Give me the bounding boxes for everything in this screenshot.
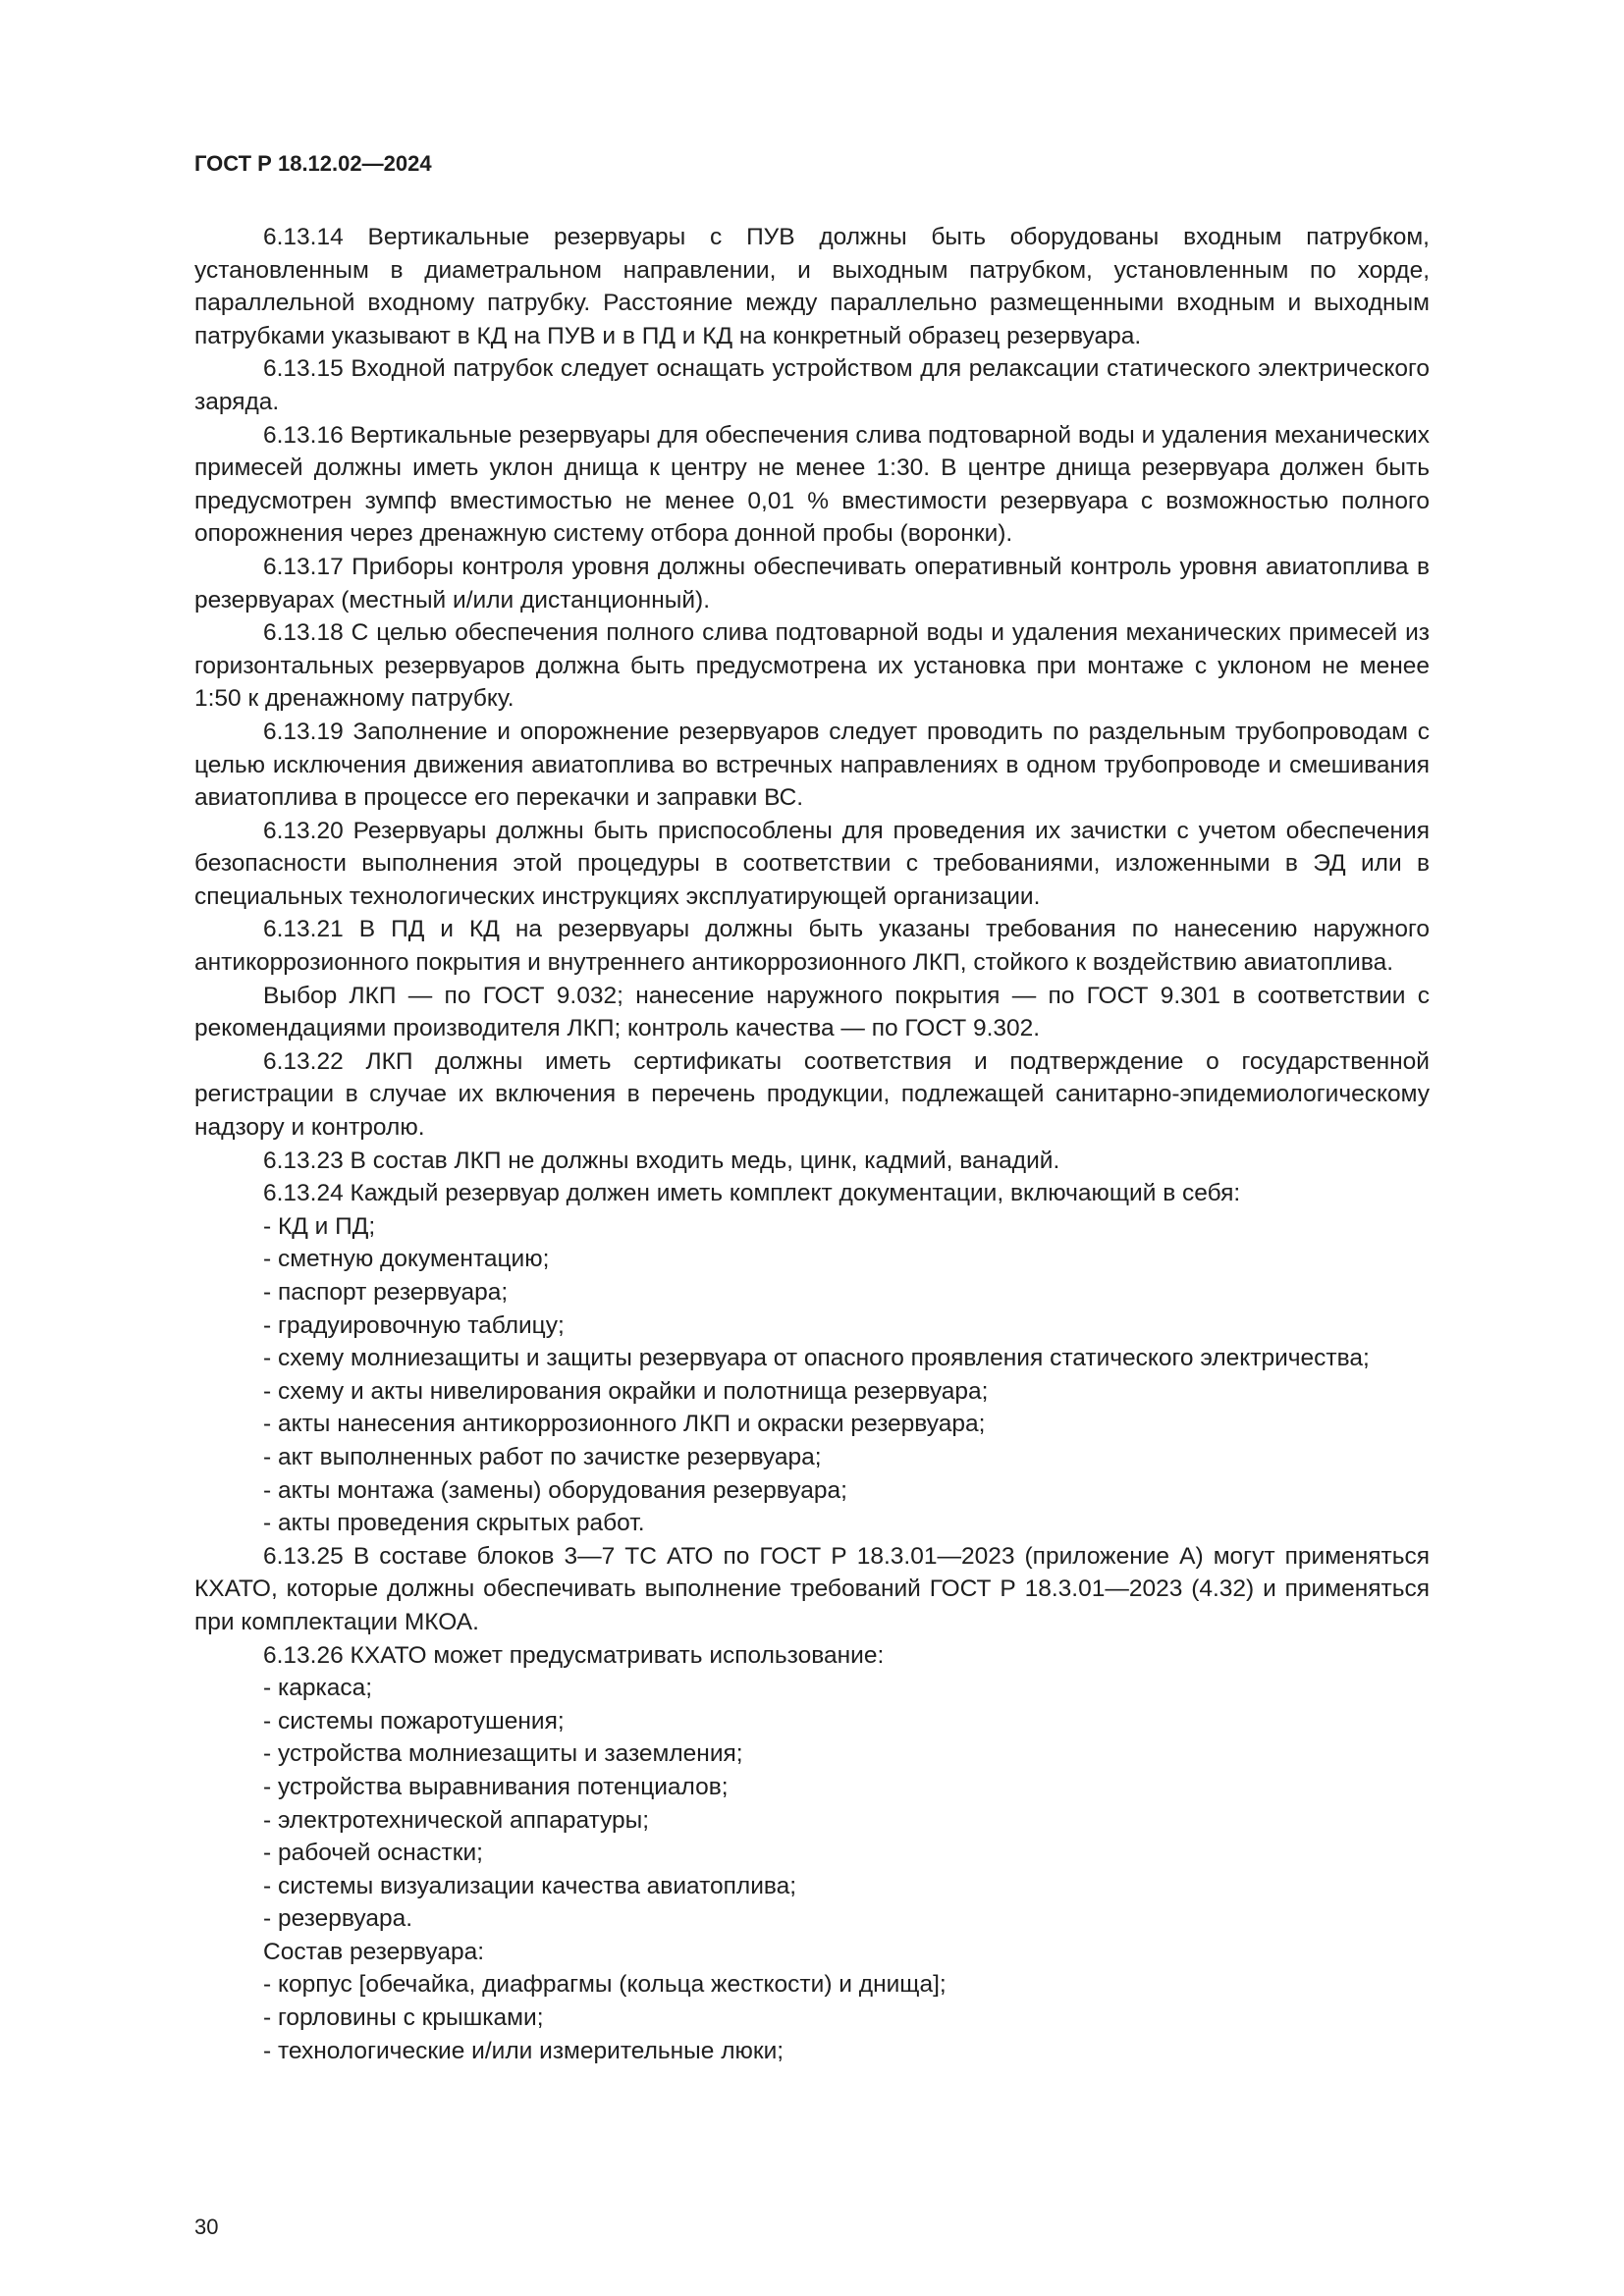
paragraph: 6.13.22 ЛКП должны иметь сертификаты соответствия и подтверждение о государственной регистрации в случае их включения в перечень продукции, подлежащей санитарно-эпидемиологическому надзору и контролю. [194, 1047, 1430, 1142]
paragraph: 6.13.15 Входной патрубок следует оснащать устройством для релаксации статического электрического заряда. [194, 355, 1430, 415]
paragraph: 6.13.25 В составе блоков 3—7 ТС АТО по ГОСТ Р 18.3.01—2023 (приложение А) могут применяться КХАТО, которые должны обеспечивать выполнение требований ГОСТ Р 18.3.01—2023 (4.32) и применяться при комплектации МКОА. [194, 1542, 1430, 1635]
list-item: - схему молниезащиты и защиты резервуара от опасного проявления статического электричества; [263, 1345, 1370, 1372]
list-item: - схему и акты нивелирования окрайки и полотнища резервуара; [263, 1377, 989, 1405]
list-item: - электротехнической аппаратуры; [263, 1806, 650, 1834]
paragraph: 6.13.23 В состав ЛКП не должны входить медь, цинк, кадмий, ванадий. [263, 1147, 1060, 1174]
list-item: - каркаса; [263, 1675, 373, 1702]
list-item: - горловины с крышками; [263, 2004, 544, 2032]
list-item: - КД и ПД; [263, 1212, 376, 1240]
paragraph: 6.13.17 Приборы контроля уровня должны обеспечивать оперативный контроль уровня авиатоплива в резервуарах (местный и/или дистанционный). [194, 553, 1430, 614]
list-item: - сметную документацию; [263, 1246, 550, 1273]
list-item: - акты монтажа (замены) оборудования резервуара; [263, 1476, 847, 1504]
paragraph: 6.13.18 С целью обеспечения полного слива подтоварной воды и удаления механических примесей из горизонтальных резервуаров должна быть предусмотрена их установка при монтаже с уклоном не менее 1:50 к дренажному патрубку. [194, 619, 1430, 713]
list-item: - устройства выравнивания потенциалов; [263, 1773, 729, 1800]
list-item: - корпус [обечайка, диафрагмы (кольца жесткости) и днища]; [263, 1971, 947, 1999]
paragraph: Выбор ЛКП — по ГОСТ 9.032; нанесение наружного покрытия — по ГОСТ 9.301 в соответствии с рекомендациями производителя ЛКП; контроль качества — по ГОСТ 9.302. [194, 982, 1430, 1042]
paragraph: 6.13.16 Вертикальные резервуары для обеспечения слива подтоварной воды и удаления механических примесей должны иметь уклон днища к центру не менее 1:30. В центре днища резервуара должен быть предусмотрен зумпф вместимостью не менее 0,01 % вместимости резервуара с возможностью полного опорожнения через дренажную систему отбора донной пробы (воронки). [194, 421, 1430, 548]
list-item: - акт выполненных работ по зачистке резервуара; [263, 1443, 822, 1470]
paragraph: 6.13.24 Каждый резервуар должен иметь комплект документации, включающий в себя: [263, 1180, 1241, 1207]
document-header: ГОСТ Р 18.12.02—2024 [194, 151, 432, 176]
list-item: - устройства молниезащиты и заземления; [263, 1740, 743, 1768]
list-item: - градуировочную таблицу; [263, 1311, 565, 1339]
list-item: - резервуара. [263, 1905, 413, 1933]
paragraph: 6.13.21 В ПД и КД на резервуары должны быть указаны требования по нанесению наружного антикоррозионного покрытия и внутреннего антикоррозионного ЛКП, стойкого к воздействию авиатоплива. [194, 916, 1430, 977]
list-item: - системы визуализации качества авиатоплива; [263, 1872, 797, 1899]
paragraph: 6.13.19 Заполнение и опорожнение резервуаров следует проводить по раздельным трубопроводам с целью исключения движения авиатоплива во встречных направлениях в одном трубопроводе и смешивания авиатоплива в процессе его перекачки и заправки ВС. [194, 718, 1430, 812]
paragraph: 6.13.14 Вертикальные резервуары с ПУВ должны быть оборудованы входным патрубком, установленным в диаметральном направлении, и выходным патрубком, установленным по хорде, параллельной входному патрубку. Расстояние между параллельно размещенными входным и выходным патрубками указывают в КД на ПУВ и в ПД и КД на конкретный образец резервуара. [194, 224, 1430, 349]
paragraph: 6.13.20 Резервуары должны быть приспособлены для проведения их зачистки с учетом обеспечения безопасности выполнения этой процедуры в соответствии с требованиями, изложенными в ЭД или в специальных технологических инструкциях эксплуатирующей организации. [194, 817, 1430, 910]
list-item: - рабочей оснастки; [263, 1840, 483, 1867]
page-number: 30 [194, 2215, 219, 2239]
list-item: - акты проведения скрытых работ. [263, 1510, 645, 1537]
list-item: - технологические и/или измерительные люки; [263, 2037, 785, 2064]
list-item: - акты нанесения антикоррозионного ЛКП и окраски резервуара; [263, 1411, 986, 1438]
document-body [194, 221, 1430, 2067]
paragraph: Состав резервуара: [263, 1938, 485, 1965]
list-item: - системы пожаротушения; [263, 1707, 565, 1735]
list-item: - паспорт резервуара; [263, 1279, 509, 1306]
paragraph: 6.13.26 КХАТО может предусматривать использование: [263, 1641, 885, 1669]
